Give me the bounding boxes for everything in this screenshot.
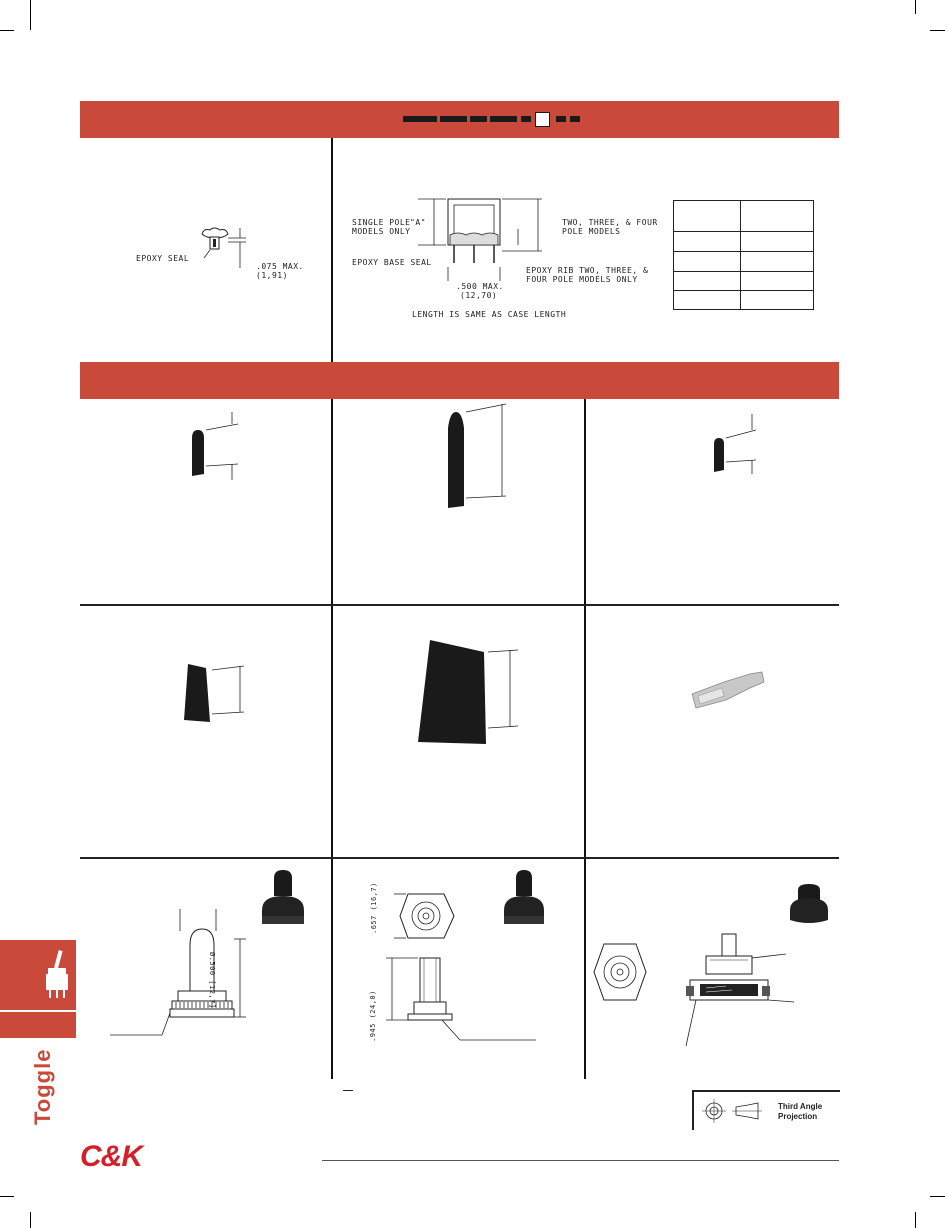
side-tab-divider [0,1012,76,1038]
boot-photo-1 [256,866,310,930]
label-epoxy-seal: EPOXY SEAL [136,254,190,263]
crop-mark [30,1212,31,1228]
grid-divider [80,604,839,606]
label-models-only: MODELS ONLY [352,227,411,236]
label-rib-1: EPOXY RIB TWO, THREE, & [526,266,649,275]
boot-drawing-2-top [394,890,464,944]
crop-mark [930,30,945,31]
boot-drawing-2-side [380,954,540,1046]
grid-divider [331,399,333,1079]
label-multi-pole-1: TWO, THREE, & FOUR [562,218,658,227]
label-length-note: LENGTH IS SAME AS CASE LENGTH [412,310,567,319]
footer-rule [322,1160,839,1161]
boot2-width: .657 (16,7) [370,882,378,934]
boot1-diameter: Ø.500 [12,7] [208,952,216,1009]
ordering-code-selected-box [535,112,550,127]
label-a: "A" [410,218,426,227]
section-divider [331,138,333,362]
boot-drawing-3-top [590,940,650,1004]
projection-line1: Third Angle [778,1102,823,1111]
grid-divider [584,399,586,1079]
cap-mini-image [710,410,760,476]
label-max-dim: .075 MAX. [256,262,304,271]
side-tab-label: Toggle [30,1048,55,1125]
crop-mark [915,1212,916,1228]
paddle-cap-large-image [414,636,524,748]
cap-short-image [186,410,246,482]
boot2-height: .945 (24,0) [369,990,377,1042]
label-epoxy-base-seal: EPOXY BASE SEAL [352,258,432,267]
crop-mark [930,1196,945,1197]
grid-divider [80,857,839,859]
label-single-pole: SINGLE POLE [352,218,411,227]
brand-logo: C&K [80,1140,142,1173]
header-band-accessories [80,362,839,399]
boot-photo-2 [496,868,552,930]
boot-drawing-3-side [676,930,800,1050]
projection-symbol-icon [702,1098,766,1124]
boot-drawing-1 [106,905,256,1045]
boot-photo-3 [784,880,834,930]
projection-line2: Projection [778,1112,818,1121]
footnote-mark [343,1090,353,1091]
third-angle-projection [692,1090,840,1130]
label-width-dim: .500 MAX. [456,282,504,291]
dimension-table [673,200,814,310]
crop-mark [0,30,14,31]
crop-mark [30,0,31,30]
paddle-cap-small-image [180,660,250,730]
crop-mark [0,1196,14,1197]
label-rib-2: FOUR POLE MODELS ONLY [526,275,638,284]
epoxy-base-seal-diagram [418,195,543,295]
cap-long-image [444,398,514,510]
toggle-switch-icon [42,948,72,1002]
terminal-image [688,666,768,712]
epoxy-seal-diagram [190,222,260,272]
label-width-dim-metric: (12,70) [460,291,498,300]
crop-mark [915,0,916,14]
label-max-dim-metric: (1,91) [256,271,288,280]
label-multi-pole-2: POLE MODELS [562,227,621,236]
